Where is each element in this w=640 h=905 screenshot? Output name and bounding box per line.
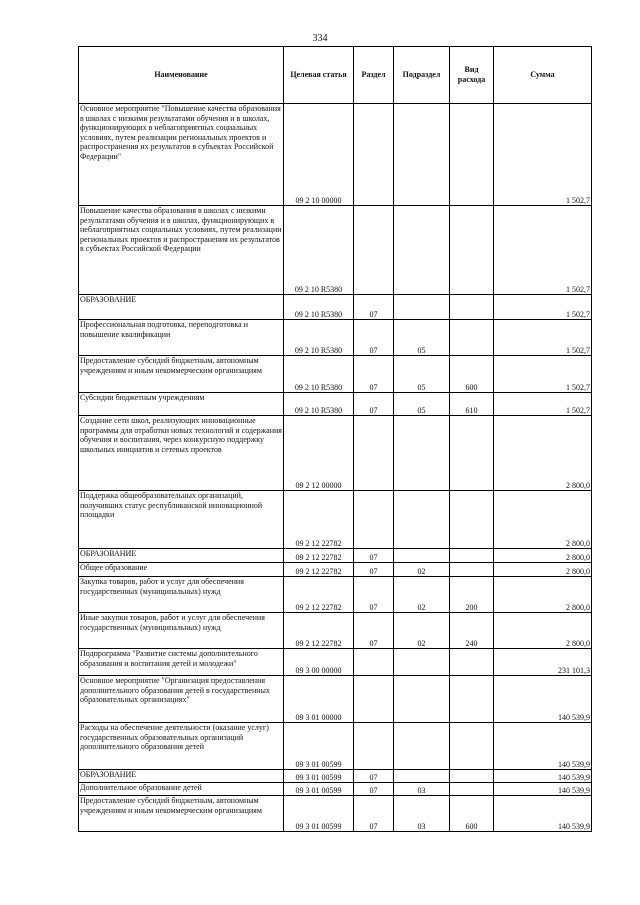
cell-subsection xyxy=(394,649,450,676)
cell-code: 09 2 10 R5380 xyxy=(284,320,354,356)
cell-subsection xyxy=(394,491,450,549)
cell-code: 09 2 10 R5380 xyxy=(284,206,354,295)
cell-section xyxy=(354,206,394,295)
cell-name: Подпрограмма "Развитие системы дополнительного образования и воспитания детей и молодежи" xyxy=(79,649,284,676)
header-name: Наименование xyxy=(79,47,284,104)
cell-name: Основное мероприятие "Повышение качества образования в школах с низкими результатами обучения и в школах, функционирующих в неблагоприятных социальных условиях, путем реализации региональных проектов и распространения их результатов в субъектах Российской Федерации" xyxy=(79,104,284,206)
cell-section xyxy=(354,416,394,491)
cell-section: 07 xyxy=(354,770,394,783)
cell-code: 09 3 00 00000 xyxy=(284,649,354,676)
cell-subsection xyxy=(394,549,450,563)
cell-section xyxy=(354,491,394,549)
header-row xyxy=(79,47,592,104)
cell-code: 09 2 12 22782 xyxy=(284,563,354,577)
cell-code: 09 2 10 R5380 xyxy=(284,393,354,416)
cell-kind xyxy=(450,723,494,770)
cell-section xyxy=(354,676,394,723)
cell-kind xyxy=(450,783,494,796)
header-subsection: Подраздел xyxy=(394,47,450,104)
cell-sum: 2 800,0 xyxy=(494,563,592,577)
table-row xyxy=(79,783,592,796)
cell-subsection xyxy=(394,206,450,295)
cell-name: Основное мероприятие "Организация предоставления дополнительного образования детей в государственных образовательных организациях" xyxy=(79,676,284,723)
cell-code: 09 2 10 00000 xyxy=(284,104,354,206)
cell-kind xyxy=(450,770,494,783)
cell-subsection: 03 xyxy=(394,796,450,832)
cell-sum: 1 502,7 xyxy=(494,320,592,356)
cell-kind xyxy=(450,206,494,295)
cell-sum: 1 502,7 xyxy=(494,393,592,416)
cell-kind: 600 xyxy=(450,356,494,393)
table-row xyxy=(79,613,592,649)
cell-section xyxy=(354,649,394,676)
cell-section: 07 xyxy=(354,613,394,649)
cell-section xyxy=(354,723,394,770)
cell-subsection: 05 xyxy=(394,320,450,356)
cell-subsection xyxy=(394,295,450,320)
cell-subsection: 03 xyxy=(394,783,450,796)
table-row xyxy=(79,676,592,723)
table-row xyxy=(79,649,592,676)
cell-kind: 610 xyxy=(450,393,494,416)
cell-section: 07 xyxy=(354,356,394,393)
cell-code: 09 2 12 22782 xyxy=(284,613,354,649)
cell-subsection xyxy=(394,676,450,723)
page-number: 334 xyxy=(312,33,328,44)
cell-code: 09 2 12 22782 xyxy=(284,577,354,613)
cell-name: ОБРАЗОВАНИЕ xyxy=(79,549,284,563)
cell-name: Профессиональная подготовка, переподготовка и повышение квалификации xyxy=(79,320,284,356)
cell-section: 07 xyxy=(354,320,394,356)
table-row xyxy=(79,549,592,563)
cell-code: 09 3 01 00599 xyxy=(284,770,354,783)
table-row xyxy=(79,770,592,783)
cell-name: Повышение качества образования в школах с низкими результатами обучения и в школах, функционирующих в неблагоприятных социальных условиях, путем реализации региональных проектов и распространения их результатов в субъектах Российской Федерации xyxy=(79,206,284,295)
cell-subsection xyxy=(394,416,450,491)
cell-kind xyxy=(450,104,494,206)
cell-code: 09 2 10 R5380 xyxy=(284,356,354,393)
cell-sum: 231 101,3 xyxy=(494,649,592,676)
cell-name: Поддержка общеобразовательных организаций, получивших статус республиканской инновационной площадки xyxy=(79,491,284,549)
cell-sum: 2 800,0 xyxy=(494,613,592,649)
cell-subsection: 02 xyxy=(394,563,450,577)
table-row xyxy=(79,491,592,549)
cell-subsection: 02 xyxy=(394,613,450,649)
table-row xyxy=(79,320,592,356)
cell-sum: 140 539,9 xyxy=(494,676,592,723)
cell-sum: 1 502,7 xyxy=(494,104,592,206)
cell-name: Субсидии бюджетным учреждениям xyxy=(79,393,284,416)
cell-section xyxy=(354,104,394,206)
cell-sum: 2 800,0 xyxy=(494,577,592,613)
cell-subsection xyxy=(394,770,450,783)
cell-kind xyxy=(450,416,494,491)
header-kind: Вид расхода xyxy=(450,47,494,104)
cell-kind xyxy=(450,549,494,563)
table-row xyxy=(79,563,592,577)
cell-sum: 2 800,0 xyxy=(494,549,592,563)
cell-sum: 2 800,0 xyxy=(494,416,592,491)
cell-section: 07 xyxy=(354,796,394,832)
cell-sum: 1 502,7 xyxy=(494,295,592,320)
cell-name: Предоставление субсидий бюджетным, автономным учреждениям и иным некоммерческим организациям xyxy=(79,356,284,393)
cell-kind xyxy=(450,320,494,356)
cell-code: 09 3 01 00000 xyxy=(284,676,354,723)
cell-subsection xyxy=(394,723,450,770)
cell-kind xyxy=(450,295,494,320)
cell-name: ОБРАЗОВАНИЕ xyxy=(79,295,284,320)
cell-sum: 140 539,9 xyxy=(494,770,592,783)
cell-kind xyxy=(450,491,494,549)
cell-sum: 2 800,0 xyxy=(494,491,592,549)
table-row xyxy=(79,206,592,295)
cell-name: Создание сети школ, реализующих инновационные программы для отработки новых технологий и содержания обучения и воспитания, через конкурсную поддержку школьных инициатив и сетевых проектов xyxy=(79,416,284,491)
cell-section: 07 xyxy=(354,393,394,416)
cell-name: ОБРАЗОВАНИЕ xyxy=(79,770,284,783)
header-sum: Сумма xyxy=(494,47,592,104)
budget-table xyxy=(78,46,592,832)
cell-kind: 200 xyxy=(450,577,494,613)
cell-sum: 1 502,7 xyxy=(494,356,592,393)
cell-subsection: 05 xyxy=(394,393,450,416)
cell-subsection: 05 xyxy=(394,356,450,393)
cell-code: 09 2 10 R5380 xyxy=(284,295,354,320)
cell-subsection: 02 xyxy=(394,577,450,613)
cell-kind xyxy=(450,563,494,577)
table-row xyxy=(79,104,592,206)
cell-kind: 600 xyxy=(450,796,494,832)
table-body xyxy=(79,104,592,832)
table-row xyxy=(79,393,592,416)
cell-sum: 140 539,9 xyxy=(494,723,592,770)
cell-section: 07 xyxy=(354,563,394,577)
cell-section: 07 xyxy=(354,783,394,796)
cell-name: Иные закупки товаров, работ и услуг для обеспечения государственных (муниципальных) нужд xyxy=(79,613,284,649)
cell-section: 07 xyxy=(354,549,394,563)
cell-kind xyxy=(450,676,494,723)
cell-kind: 240 xyxy=(450,613,494,649)
table-row xyxy=(79,295,592,320)
cell-name: Закупка товаров, работ и услуг для обеспечения государственных (муниципальных) нужд xyxy=(79,577,284,613)
header-code: Целевая статья xyxy=(284,47,354,104)
cell-sum: 140 539,9 xyxy=(494,783,592,796)
cell-code: 09 3 01 00599 xyxy=(284,796,354,832)
table-row xyxy=(79,416,592,491)
table-row xyxy=(79,796,592,832)
table-row xyxy=(79,723,592,770)
table-row xyxy=(79,356,592,393)
cell-code: 09 3 01 00599 xyxy=(284,783,354,796)
cell-subsection xyxy=(394,104,450,206)
cell-sum: 1 502,7 xyxy=(494,206,592,295)
cell-name: Расходы на обеспечение деятельности (оказание услуг) государственных образовательных организаций дополнительного образования детей xyxy=(79,723,284,770)
cell-name: Дополнительное образование детей xyxy=(79,783,284,796)
cell-name: Общее образование xyxy=(79,563,284,577)
table-row xyxy=(79,577,592,613)
cell-name: Предоставление субсидий бюджетным, автономным учреждениям и иным некоммерческим организациям xyxy=(79,796,284,832)
cell-code: 09 2 12 22782 xyxy=(284,549,354,563)
cell-kind xyxy=(450,649,494,676)
cell-section: 07 xyxy=(354,577,394,613)
header-section: Раздел xyxy=(354,47,394,104)
cell-code: 09 2 12 22782 xyxy=(284,491,354,549)
cell-code: 09 3 01 00599 xyxy=(284,723,354,770)
cell-sum: 140 539,9 xyxy=(494,796,592,832)
cell-code: 09 2 12 00000 xyxy=(284,416,354,491)
cell-section: 07 xyxy=(354,295,394,320)
